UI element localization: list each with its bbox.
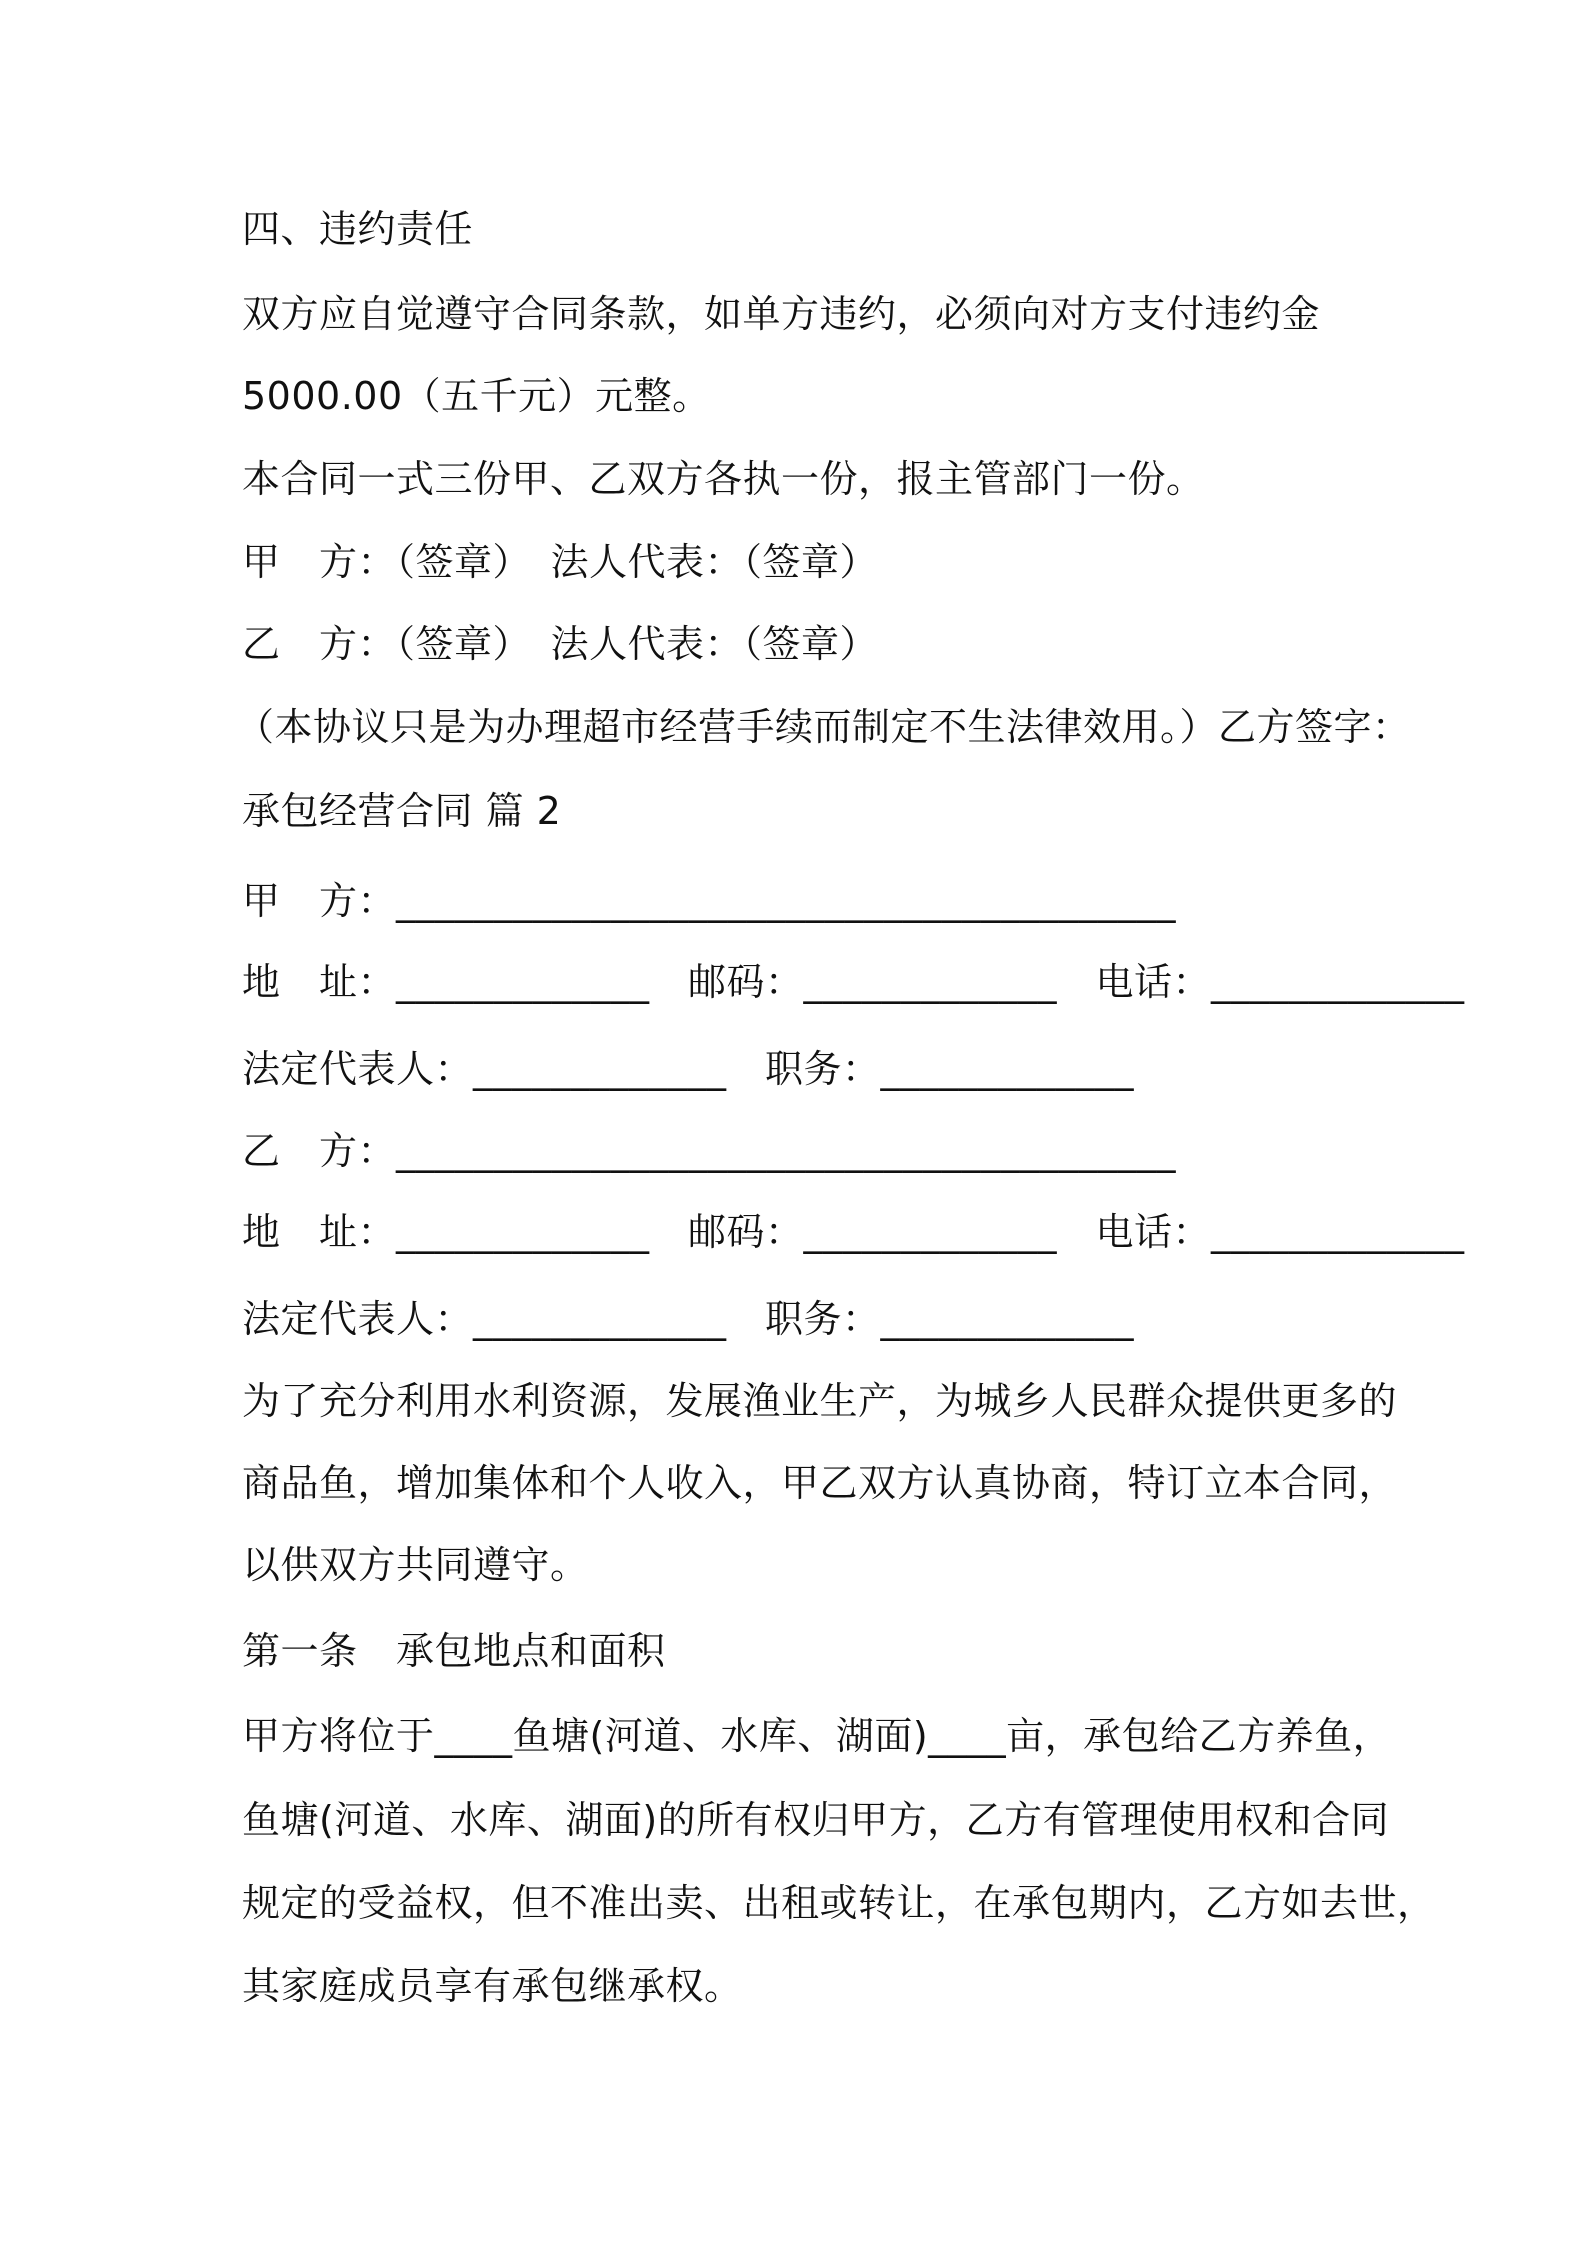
section-heading-breach-liability: 四、违约责任 [242, 207, 474, 251]
party-b-representative-fields: 法定代表人：_____________ 职务：_____________ [242, 1297, 1135, 1341]
signature-line-party-b: 乙 方：（签章） 法人代表：（签章） [242, 622, 879, 666]
paragraph-line: 规定的受益权，但不准出卖、出租或转让，在承包期内，乙方如去世， [242, 1881, 1436, 1925]
signature-line-party-a: 甲 方：（签章） 法人代表：（签章） [242, 540, 879, 584]
article-heading: 第一条 承包地点和面积 [242, 1629, 666, 1673]
party-b-name-field: 乙 方：________________________________________ [242, 1129, 1177, 1173]
paragraph-line: 本合同一式三份甲、乙双方各执一份，报主管部门一份。 [242, 457, 1205, 501]
party-a-name-field: 甲 方：________________________________________ [242, 879, 1177, 923]
party-a-contact-fields: 地 址：_____________ 邮码：_____________ 电话：_____________ [242, 960, 1465, 1004]
contract-title: 承包经营合同 篇 2 [242, 789, 562, 833]
paragraph-line: 其家庭成员享有承包继承权。 [242, 1964, 743, 2008]
paragraph-line: 鱼塘(河道、水库、湖面)的所有权归甲方，乙方有管理使用权和合同 [242, 1798, 1390, 1842]
paragraph-line: 5000.00（五千元）元整。 [242, 374, 711, 418]
party-b-contact-fields: 地 址：_____________ 邮码：_____________ 电话：_____________ [242, 1210, 1465, 1254]
paragraph-line: 商品鱼，增加集体和个人收入，甲乙双方认真协商，特订立本合同， [242, 1461, 1398, 1505]
party-a-representative-fields: 法定代表人：_____________ 职务：_____________ [242, 1047, 1135, 1091]
agreement-note: （本协议只是为办理超市经营手续而制定不生法律效用。）乙方签字： [236, 705, 1411, 749]
paragraph-line: 以供双方共同遵守。 [242, 1543, 589, 1587]
paragraph-line: 为了充分利用水利资源，发展渔业生产，为城乡人民群众提供更多的 [242, 1379, 1398, 1423]
paragraph-line: 双方应自觉遵守合同条款，如单方违约，必须向对方支付违约金 [242, 292, 1321, 336]
paragraph-line: 甲方将位于____鱼塘(河道、水库、湖面)____亩，承包给乙方养鱼， [242, 1714, 1392, 1758]
